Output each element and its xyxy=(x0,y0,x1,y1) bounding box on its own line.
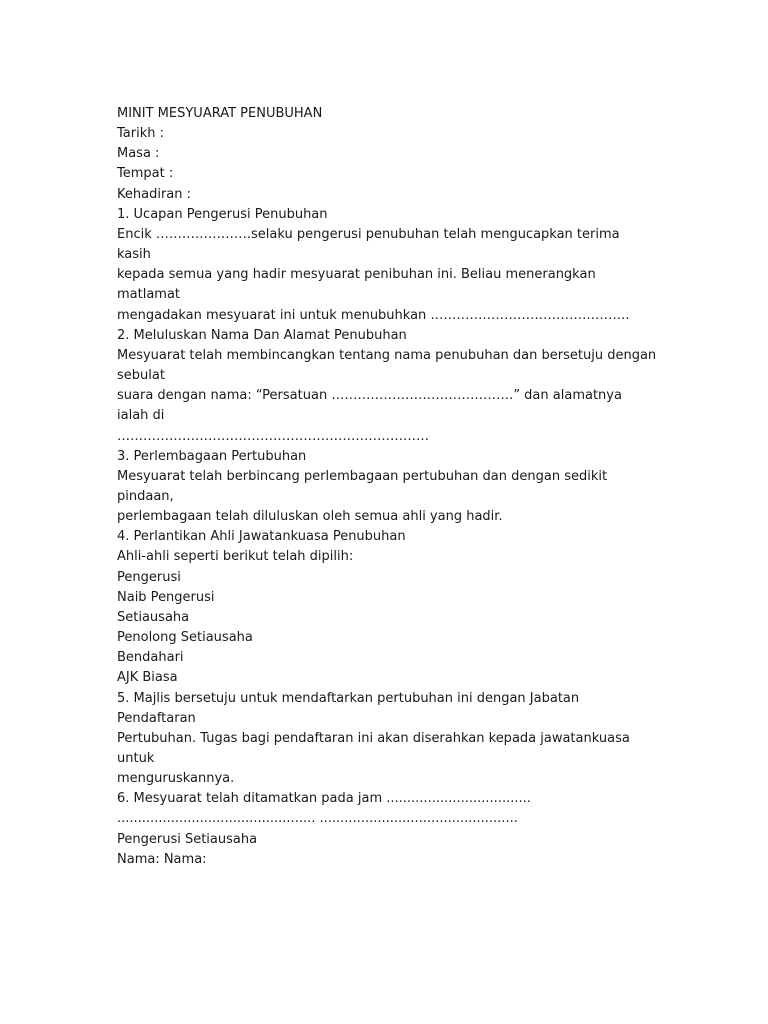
section-2-text: sebulat xyxy=(117,368,165,384)
section-4-heading: 4. Perlantikan Ahli Jawatankuasa Penubuhan xyxy=(117,529,406,545)
section-4-text: Ahli-ahli seperti berikut telah dipilih: xyxy=(117,549,354,565)
section-1-text: kepada semua yang hadir mesyuarat penibuhan ini. Beliau menerangkan xyxy=(117,267,596,283)
signature-role-labels: Pengerusi Setiausaha xyxy=(117,831,258,847)
section-5-text: untuk xyxy=(117,751,155,766)
section-1-text: Encik ………………….selaku pengerusi penubuhan telah mengucapkan terima xyxy=(117,226,620,242)
section-1-text: matlamat xyxy=(117,287,181,303)
address-blank-line: ……………………………………………………………… xyxy=(117,428,429,444)
committee-role-item: AJK Biasa xyxy=(117,670,178,686)
committee-role-item: Naib Pengerusi xyxy=(117,589,215,605)
attendance-field-label: Kehadiran : xyxy=(117,186,192,202)
committee-role-item: Bendahari xyxy=(117,650,184,666)
section-3-heading: 3. Perlembagaan Pertubuhan xyxy=(117,448,307,464)
section-3-text: perlembagaan telah diluluskan oleh semua ahli yang hadir. xyxy=(117,509,503,525)
section-3-text: Mesyuarat telah berbincang perlembagaan pertubuhan dan dengan sedikit xyxy=(117,468,608,484)
section-1-text: mengadakan mesyuarat ini untuk menubuhkan ………………………………………. xyxy=(117,307,630,323)
document-title: MINIT MESYUARAT PENUBUHAN xyxy=(117,106,323,121)
section-2-text: Mesyuarat telah membincangkan tentang nama penubuhan dan bersetuju dengan xyxy=(117,347,657,363)
section-1-heading: 1. Ucapan Pengerusi Penubuhan xyxy=(117,206,328,222)
signature-dotted-lines: ................................................ ................................................ xyxy=(117,811,518,827)
date-field-label: Tarikh : xyxy=(117,126,164,142)
section-5-text: Pertubuhan. Tugas bagi pendaftaran ini akan diserahkan kepada jawatankuasa xyxy=(117,730,630,746)
section-3-text: pindaan, xyxy=(117,488,174,504)
committee-role-item: Setiausaha xyxy=(117,609,190,625)
document-body xyxy=(117,104,657,870)
committee-role-item: Pengerusi xyxy=(117,569,181,585)
section-2-heading: 2. Meluluskan Nama Dan Alamat Penubuhan xyxy=(117,327,407,343)
venue-field-label: Tempat : xyxy=(117,166,174,182)
section-6-text: 6. Mesyuarat telah ditamatkan pada jam ................................... xyxy=(117,791,531,807)
section-1-text: kasih xyxy=(117,247,151,263)
time-field-label: Masa : xyxy=(117,146,160,162)
signature-name-labels: Nama: Nama: xyxy=(117,851,207,867)
section-5-text: 5. Majlis bersetuju untuk mendaftarkan pertubuhan ini dengan Jabatan xyxy=(117,690,580,706)
section-2-text: suara dengan nama: “Persatuan ……………………………………” dan alamatnya xyxy=(117,388,622,404)
section-2-text: ialah di xyxy=(117,408,165,424)
section-5-text: Pendaftaran xyxy=(117,710,196,726)
section-5-text: menguruskannya. xyxy=(117,771,235,787)
committee-role-item: Penolong Setiausaha xyxy=(117,630,253,646)
